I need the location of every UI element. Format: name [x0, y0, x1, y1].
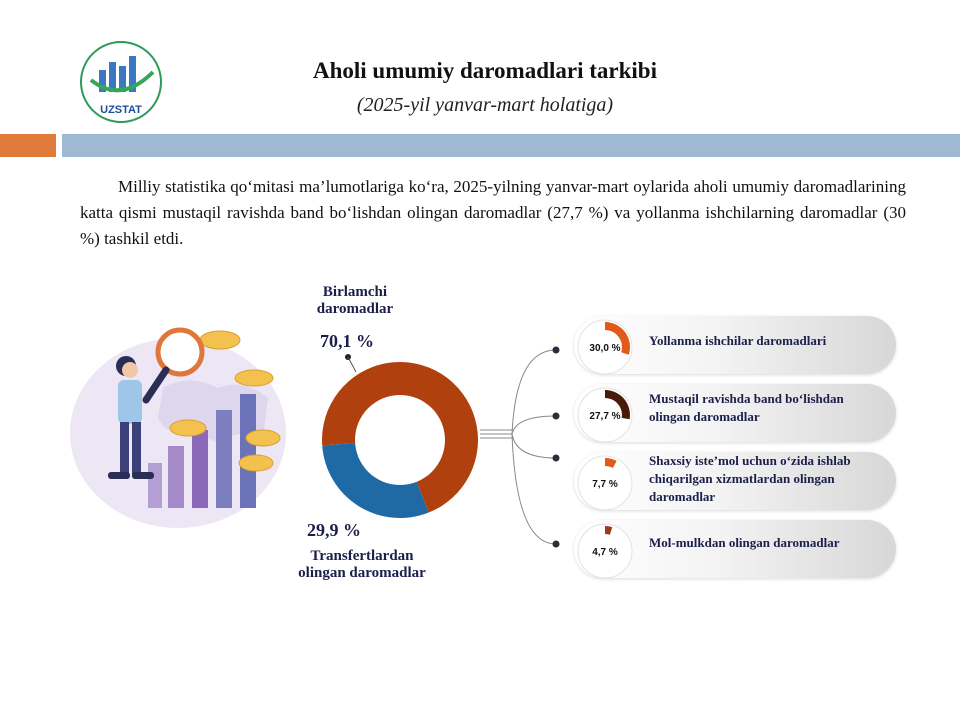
page-subtitle: (2025-yil yanvar-mart holatiga) [356, 94, 614, 116]
illustration-bar [192, 430, 208, 508]
coin-icon [246, 430, 280, 446]
card-label: Shaxsiy iste’mol uchun o‘zida ishlab chiqarilgan xizmatlardan olingan daromadlar [649, 453, 851, 504]
decor-bar-blue [62, 134, 960, 157]
svg-text:7,7 %: 7,7 % [592, 479, 618, 490]
card-label: Yollanma ishchilar daromadlari [649, 333, 827, 348]
mini-donut [574, 384, 636, 446]
illustration-bar [148, 463, 162, 508]
card-self-employment-income [574, 384, 896, 442]
coin-icon [200, 331, 240, 349]
card-property-income [574, 520, 896, 578]
card-wage-income [574, 316, 896, 374]
transfer-income-percent: 29,9 % [307, 520, 361, 540]
decor-bar-orange [0, 134, 56, 157]
coin-icon [239, 455, 273, 471]
primary-income-label: Birlamchi daromadlar [316, 284, 394, 317]
primary-income-percent: 70,1 % [320, 331, 374, 351]
uzstat-logo [79, 40, 163, 124]
card-own-production-income [574, 452, 896, 510]
svg-text:4,7 %: 4,7 % [592, 547, 618, 558]
illustration-bar [168, 446, 184, 508]
coin-icon [235, 370, 273, 386]
mini-donut [574, 452, 636, 514]
analyst-illustration [68, 318, 293, 530]
intro-paragraph: Milliy statistika qo‘mitasi ma’lumotlariga ko‘ra, 2025-yilning yanvar-mart oylarida aholi umumiy daromadlarining katta qismi mustaqil ravishda band bo‘lishdan olingan daromadlar (27,7 %) va yollanma ishchilarning daromadlar (30 %) tashkil etdi. [80, 177, 906, 248]
mini-donut [574, 316, 636, 378]
mini-donut [574, 520, 636, 582]
primary-pointer [340, 350, 380, 390]
card-label: Mustaqil ravishda band bo‘lishdan olingan daromadlar [649, 391, 844, 424]
illustration-bar [216, 410, 232, 508]
coin-icon [170, 420, 206, 436]
card-label: Mol-mulkdan olingan daromadlar [649, 535, 840, 550]
svg-text:30,0 %: 30,0 % [589, 343, 621, 354]
svg-text:27,7 %: 27,7 % [589, 411, 621, 422]
illustration-bar [240, 394, 256, 508]
svg-text:UZSTAT: UZSTAT [100, 104, 142, 116]
transfer-income-label: Transfertlardan olingan daromadlar [298, 548, 426, 581]
page-title: Aholi umumiy daromadlari tarkibi [313, 58, 657, 83]
